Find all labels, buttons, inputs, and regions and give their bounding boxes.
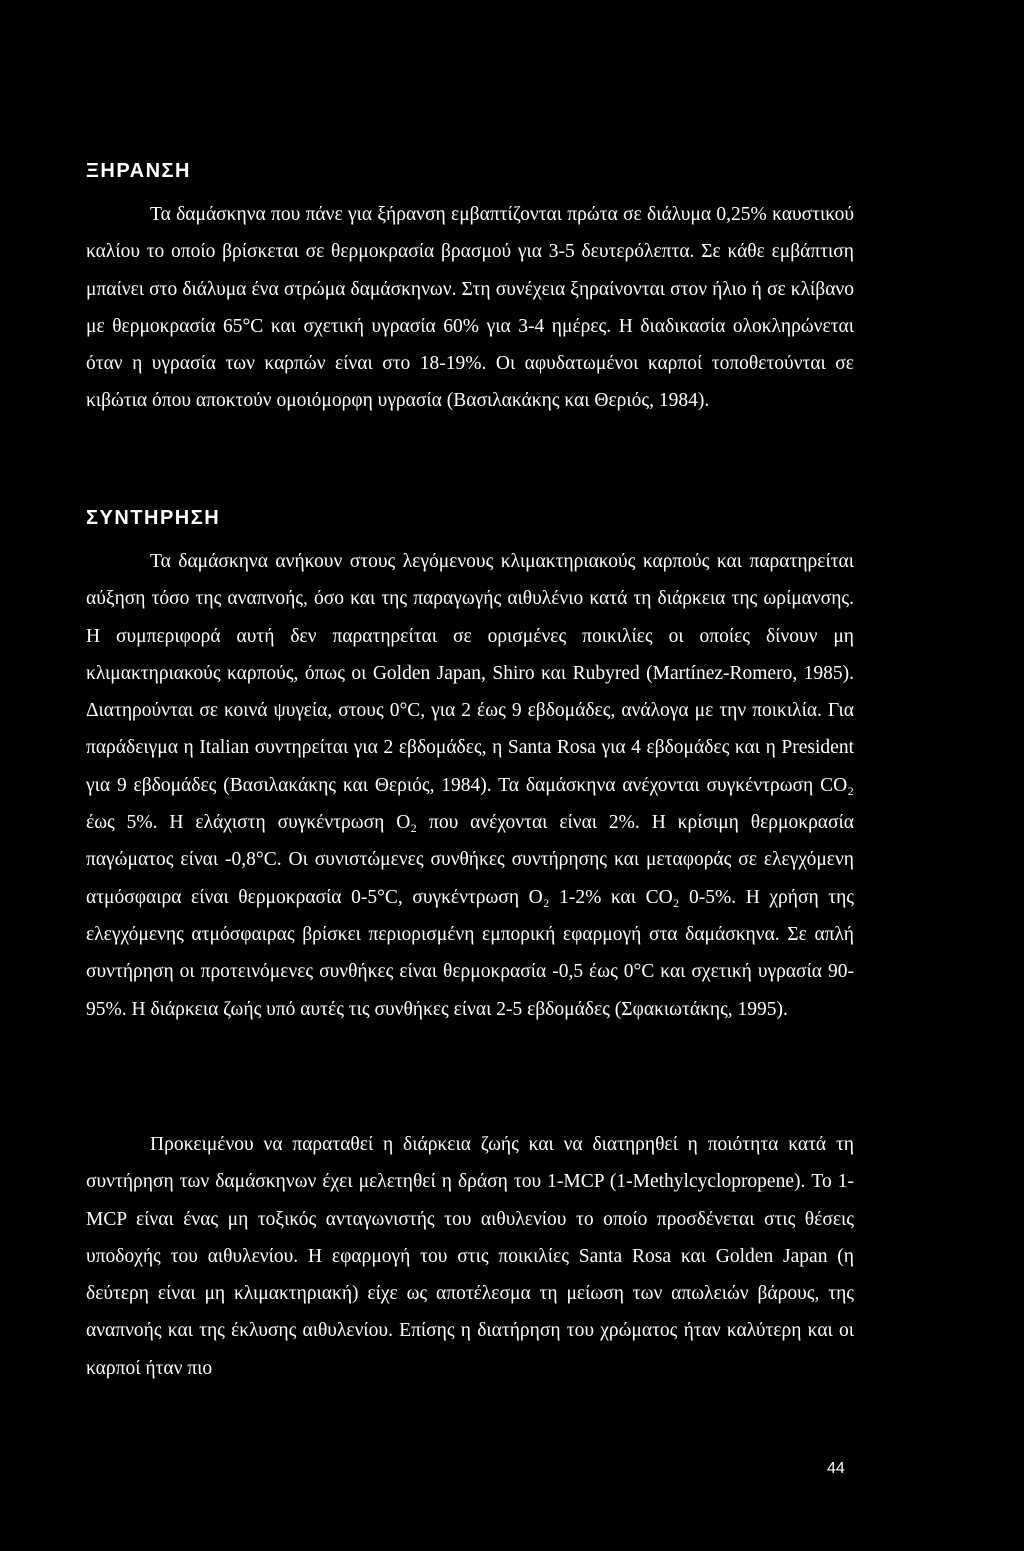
page-number: 44 [827,1460,845,1477]
section-heading-drying: ΞΗΡΑΝΣΗ [86,160,192,182]
paragraph-storage-2: Προκειμένου να παραταθεί η διάρκεια ζωής και να διατηρηθεί η ποιότητα κατά τη συντήρηση των δαμάσκηνων έχει μελετηθεί η δράση του 1-MCP (1-Methylcyclopropene). Το 1-MCP είναι ένας μη τοξικός ανταγωνιστής του αιθυλενίου το οποίο προσδένεται στις θέσεις υποδοχής του αιθυλενίου. Η εφαρμογή του στις ποικιλίες Santa Rosa και Golden Japan (η δεύτερη είναι μη κλιμακτηριακή) είχε ως αποτέλεσμα τη μείωση των απωλειών βάρους, της αναπνοής και της έκλυσης αιθυλενίου. Επίσης η διατήρηση του χρώματος ήταν καλύτερη και οι καρποί ήταν πιο [86,1134,854,1379]
paragraph-drying: Τα δαμάσκηνα που πάνε για ξήρανση εμβαπτίζονται πρώτα σε διάλυμα 0,25% καυστικού καλίου το οποίο βρίσκεται σε θερμοκρασία βρασμού για 3-5 δευτερόλεπτα. Σε κάθε εμβάπτιση μπαίνει στο διάλυμα ένα στρώμα δαμάσκηνων. Στη συνέχεια ξηραίνονται στον ήλιο ή σε κλίβανο με θερμοκρασία 65°C και σχετική υγρασία 60% για 3-4 ημέρες. Η διαδικασία ολοκληρώνεται όταν η υγρασία των καρπών είναι στο 18-19%. Οι αφυδατωμένοι καρποί τοποθετούνται σε κιβώτια όπου αποκτούν ομοιόμορφη υγρασία (Βασιλακάκης και Θεριός, 1984). [86,204,854,412]
paragraph-storage-1: Τα δαμάσκηνα ανήκουν στους λεγόμενους κλιμακτηριακούς καρπούς και παρατηρείται αύξηση τόσο της αναπνοής, όσο και της παραγωγής αιθυλένιο κατά τη διάρκεια της ωρίμανσης. Η συμπεριφορά αυτή δεν παρατηρείται σε ορισμένες ποικιλίες οι οποίες δίνουν μη κλιμακτηριακούς καρπούς, όπως οι Golden Japan, Shiro και Rubyred (Martínez-Romero, 1985). Διατηρούνται σε κοινά ψυγεία, στους 0°C, για 2 έως 9 εβδομάδες, ανάλογα με την ποικιλία. Για παράδειγμα η Italian συντηρείται για 2 εβδομάδες, η Santa Rosa για 4 εβδομάδες και η President για 9 εβδομάδες (Βασιλακάκης και Θεριός, 1984). Τα δαμάσκηνα ανέχονται συγκέντρωση CO₂ έως 5%. Η ελάχιστη συγκέντρωση O₂ που ανέχονται είναι 2%. Η κρίσιμη θερμοκρασία παγώματος είναι -0,8°C. Οι συνιστώμενες συνθήκες συντήρησης και μεταφοράς σε ελεγχόμενη ατμόσφαιρα είναι θερμοκρασία 0-5°C, συγκέντρωση O₂ 1-2% και CO₂ 0-5%. Η χρήση της ελεγχόμενης ατμόσφαιρας βρίσκει περιορισμένη εμπορική εφαρμογή στα δαμάσκηνα. Σε απλή συντήρηση οι προτεινόμενες συνθήκες είναι θερμοκρασία -0,5 έως 0°C και σχετική υγρασία 90-95%. Η διάρκεια ζωής υπό αυτές τις συνθήκες είναι 2-5 εβδομάδες (Σφακιωτάκης, 1995). [86,551,854,1020]
section-heading-storage: ΣΥΝΤΗΡΗΣΗ [86,507,221,529]
